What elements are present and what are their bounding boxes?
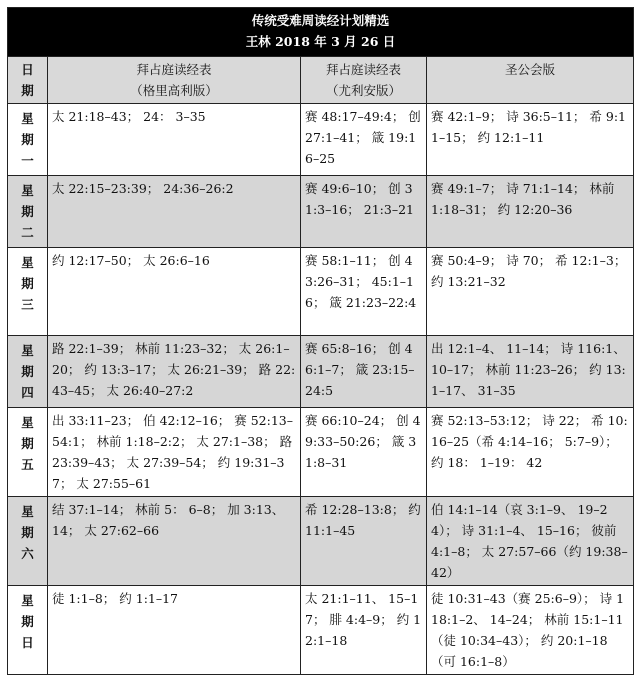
reading-anglican: 赛 52:13–53:12； 诗 22； 希 10:16–25（希 4:14–16； 5:7–9）； 约 18： 1–19： 42 [427,408,634,497]
reading-gregorian: 结 37:1–14； 林前 5： 6–8； 加 3:13、 14； 太 27:62–66 [48,497,301,586]
day-cell: 星 期 五 [8,408,48,497]
table-subtitle: 王林 2018 年 3 月 26 日 [245,34,396,49]
reading-plan-table [7,7,634,675]
header-byzantine-julian [301,57,427,104]
header-anglican [427,57,634,104]
reading-anglican: 赛 49:1–7； 诗 71:1–14； 林前 1:18–31； 约 12:20–36 [427,176,634,248]
header-day-char-1: 日 [21,62,34,77]
day-cell: 星 期 一 [8,104,48,176]
header-col2-sub: （尤利安版） [325,83,401,98]
reading-anglican: 出 12:1–4、 11–14； 诗 116:1、 10–17； 林前 11:23–26； 约 13:1–17、 31–35 [427,336,634,408]
reading-gregorian: 太 22:15–23:39； 24:36–26:2 [48,176,301,248]
table-row [8,104,634,176]
reading-julian: 赛 65:8–16； 创 46:1–7； 箴 23:15–24:5 [301,336,427,408]
day-cell: 星 期 四 [8,336,48,408]
header-day-char-2: 期 [21,83,34,98]
day-cell: 星 期 日 [8,586,48,675]
table-row [8,176,634,248]
header-row [8,57,634,104]
table-title-cell [8,8,634,57]
header-day [8,57,48,104]
header-col3-label: 圣公会版 [504,62,555,77]
reading-julian: 希 12:28–13:8； 约 11:1–45 [301,497,427,586]
header-byzantine-gregorian [48,57,301,104]
reading-julian: 赛 49:6–10； 创 31:3–16； 21:3–21 [301,176,427,248]
title-row [8,8,634,57]
day-cell: 星 期 六 [8,497,48,586]
table-row [8,408,634,497]
header-col1-sub: （格里高利版） [130,83,218,98]
reading-gregorian: 徒 1:1–8； 约 1:1–17 [48,586,301,675]
day-cell: 星 期 三 [8,248,48,336]
reading-julian: 赛 48:17–49:4； 创 27:1–41； 箴 19:16–25 [301,104,427,176]
table-row [8,586,634,675]
header-col2-label: 拜占庭读经表 [325,62,401,77]
reading-julian: 赛 58:1–11； 创 43:26–31； 45:1–16； 箴 21:23–22:4 [301,248,427,336]
reading-julian: 赛 66:10–24； 创 49:33–50:26； 箴 31:8–31 [301,408,427,497]
reading-anglican: 赛 42:1–9； 诗 36:5–11； 希 9:11–15； 约 12:1–11 [427,104,634,176]
table-title: 传统受难周读经计划精选 [251,13,390,28]
reading-anglican: 赛 50:4–9； 诗 70； 希 12:1–3； 约 13:21–32 [427,248,634,336]
header-col1-label: 拜占庭读经表 [136,62,212,77]
reading-gregorian: 路 22:1–39； 林前 11:23–32； 太 26:1–20； 约 13:3–17； 太 26:21–39； 路 22:43–45； 太 26:40–27:2 [48,336,301,408]
table-row [8,497,634,586]
reading-gregorian: 出 33:11–23； 伯 42:12–16； 赛 52:13–54:1； 林前 1:18–2:2； 太 27:1–38； 路 23:39–43； 太 27:39–54； 约 19:31–37； 太 27:55–61 [48,408,301,497]
day-cell: 星 期 二 [8,176,48,248]
reading-anglican: 伯 14:1–14（哀 3:1–9、 19–24）； 诗 31:1–4、 15–16； 彼前 4:1–8； 太 27:57–66（约 19:38–42） [427,497,634,586]
table-row [8,248,634,336]
reading-gregorian: 太 21:18–43； 24： 3–35 [48,104,301,176]
reading-anglican: 徒 10:31–43（赛 25:6–9）； 诗 118:1–2、 14–24； 林前 15:1–11（徒 10:34–43）； 约 20:1–18（可 16:1–8） [427,586,634,675]
reading-gregorian: 约 12:17–50； 太 26:6–16 [48,248,301,336]
table-row [8,336,634,408]
reading-julian: 太 21:1–11、 15–17； 腓 4:4–9； 约 12:1–18 [301,586,427,675]
